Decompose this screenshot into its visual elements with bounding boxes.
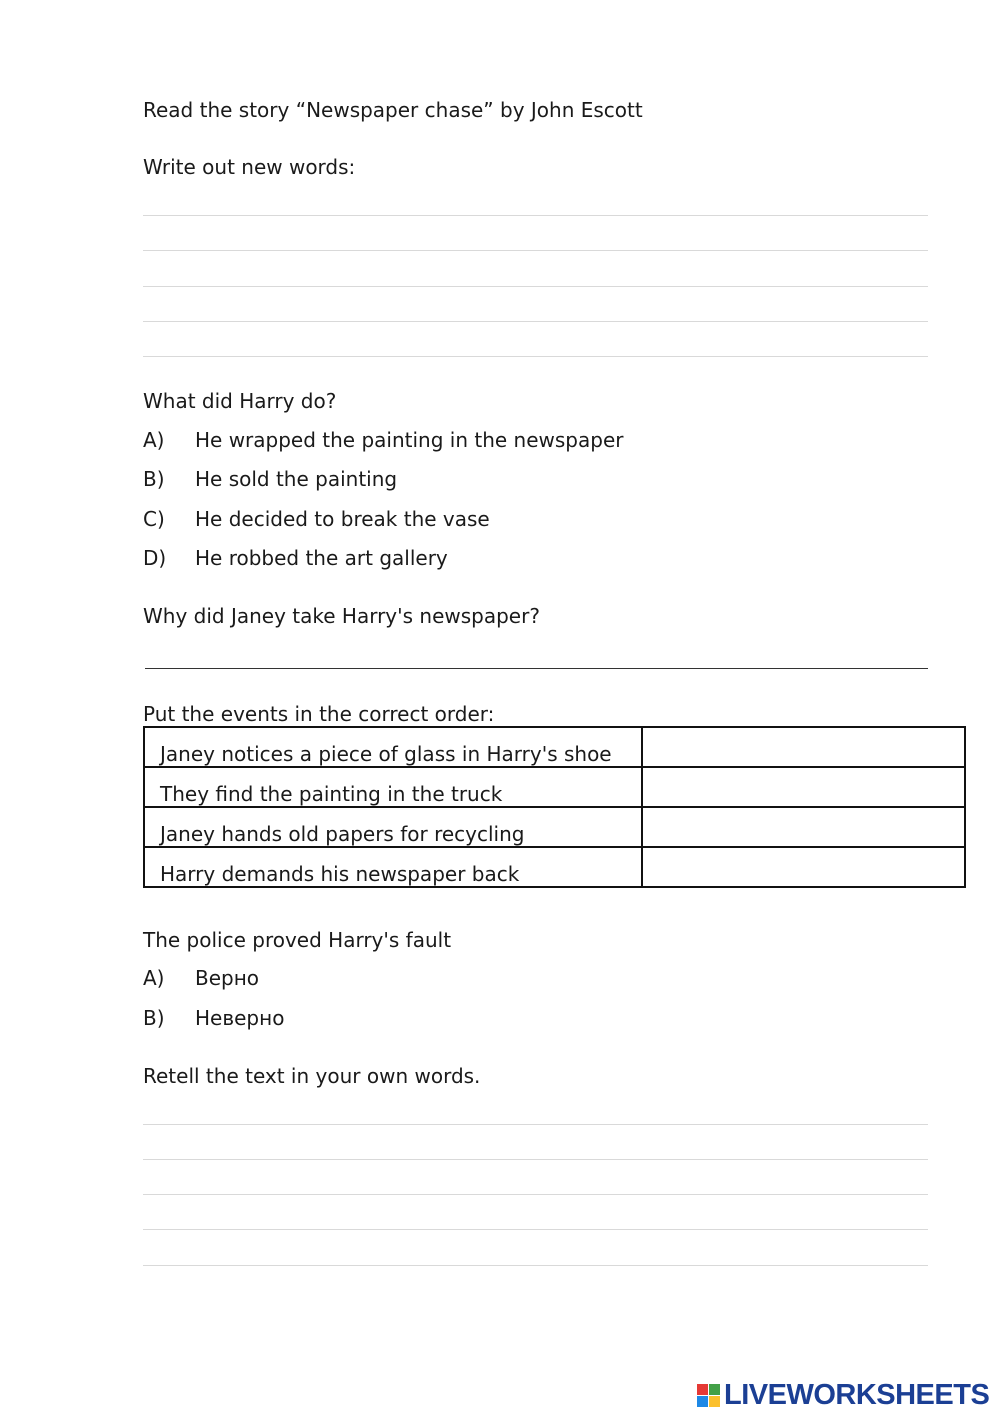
event-text: They find the painting in the truck	[144, 767, 642, 807]
option-letter: D)	[143, 546, 167, 570]
option-text: Неверно	[195, 1006, 285, 1030]
option-letter: A)	[143, 428, 165, 452]
q4-question: The police proved Harry's fault	[143, 928, 452, 952]
retell-line-2[interactable]	[143, 1159, 928, 1160]
option-text: He sold the painting	[195, 467, 398, 491]
order-answer-cell[interactable]	[642, 807, 965, 847]
q3-question: Put the events in the correct order:	[143, 702, 495, 726]
new-words-line-2[interactable]	[143, 250, 928, 251]
order-answer-cell[interactable]	[642, 767, 965, 807]
event-text: Janey notices a piece of glass in Harry's shoe	[144, 727, 642, 767]
option-text: He wrapped the painting in the newspaper	[195, 428, 624, 452]
retell-line-5[interactable]	[143, 1265, 928, 1266]
logo-text: LIVEWORKSHEETS	[724, 1378, 990, 1411]
option-text: He robbed the art gallery	[195, 546, 448, 570]
option-letter: A)	[143, 966, 165, 990]
logo-mark-icon	[697, 1384, 720, 1407]
order-answer-cell[interactable]	[642, 847, 965, 887]
table-row	[144, 727, 965, 767]
event-order-table	[143, 726, 966, 888]
retell-line-3[interactable]	[143, 1194, 928, 1195]
table-row	[144, 767, 965, 807]
new-words-line-3[interactable]	[143, 286, 928, 287]
option-letter: C)	[143, 507, 165, 531]
q5-question: Retell the text in your own words.	[143, 1064, 481, 1088]
q2-answer-line[interactable]	[145, 668, 928, 669]
retell-line-4[interactable]	[143, 1229, 928, 1230]
q1-question: What did Harry do?	[143, 389, 337, 413]
option-letter: B)	[143, 467, 165, 491]
new-words-line-4[interactable]	[143, 321, 928, 322]
new-words-line-5[interactable]	[143, 356, 928, 357]
event-text: Janey hands old papers for recycling	[144, 807, 642, 847]
new-words-line-1[interactable]	[143, 215, 928, 216]
retell-line-1[interactable]	[143, 1124, 928, 1125]
new-words-prompt: Write out new words:	[143, 155, 356, 179]
story-title-line: Read the story “Newspaper chase” by John Escott	[143, 98, 643, 122]
order-answer-cell[interactable]	[642, 727, 965, 767]
liveworksheets-logo	[697, 1379, 989, 1411]
option-text: Верно	[195, 966, 260, 990]
event-text: Harry demands his newspaper back	[144, 847, 642, 887]
table-row	[144, 847, 965, 887]
option-letter: B)	[143, 1006, 165, 1030]
table-row	[144, 807, 965, 847]
option-text: He decided to break the vase	[195, 507, 490, 531]
q2-question: Why did Janey take Harry's newspaper?	[143, 604, 540, 628]
